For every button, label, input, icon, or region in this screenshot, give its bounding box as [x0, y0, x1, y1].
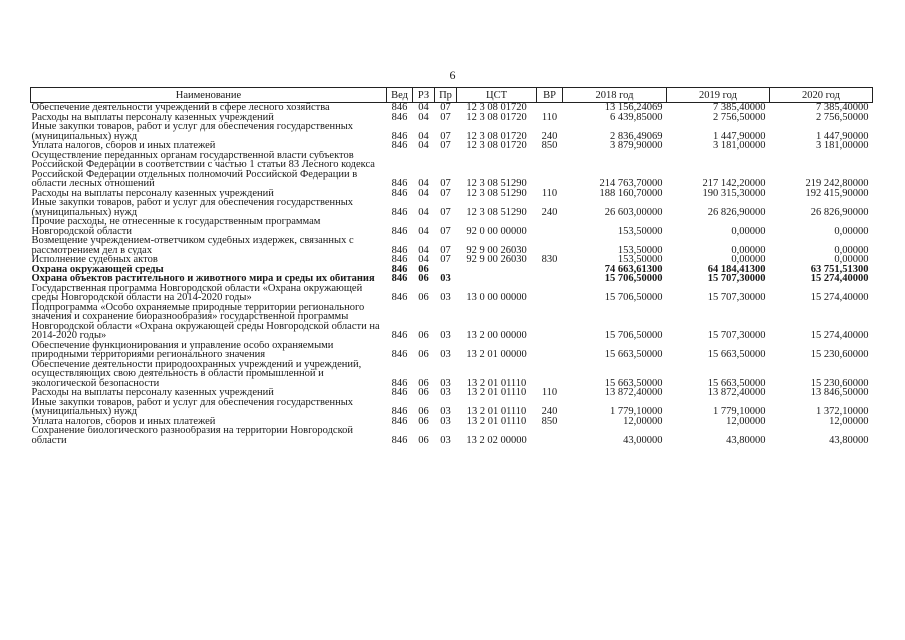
- header-2020: 2020 год: [770, 88, 873, 103]
- amount-2020: 15 274,40000: [810, 292, 869, 303]
- rz-cell: 04: [418, 206, 429, 217]
- pr-cell: 07: [440, 112, 451, 122]
- ved-cell: 846: [391, 206, 408, 217]
- vr-cell: [537, 360, 563, 389]
- pr-cell: 03: [440, 274, 451, 284]
- ved-cell: 846: [391, 112, 408, 122]
- amount-2020: 15 230,60000: [810, 349, 869, 360]
- header-pr: Пр: [435, 88, 457, 103]
- amount-2018: 153,50000: [617, 244, 663, 255]
- vr-cell: [537, 274, 563, 284]
- page-number: 6: [449, 68, 456, 82]
- rz-cell: 04: [418, 141, 429, 151]
- amount-2020: 7 385,40000: [816, 102, 869, 113]
- amount-2020: 219 242,80000: [805, 178, 869, 189]
- amount-2019: 0,00000: [731, 225, 766, 236]
- vr-cell: [537, 426, 563, 445]
- row-name: Обеспечение деятельности учреждений в сфере лесного хозяйства: [31, 102, 330, 113]
- rz-cell: 06: [418, 406, 429, 417]
- amount-2020: 3 181,00000: [816, 141, 869, 151]
- pr-cell: 07: [440, 130, 451, 141]
- amount-2019: 3 181,00000: [713, 141, 766, 151]
- row-name: Обеспечение функционирования и управление особо охраняемыми природными территориями регионального значения: [31, 340, 334, 360]
- vr-cell: [537, 151, 563, 189]
- cst-cell: 12 3 08 01720: [466, 102, 527, 113]
- table-row: [31, 198, 873, 217]
- amount-2019: 43,80000: [726, 434, 766, 445]
- amount-2019: 1 447,90000: [713, 130, 766, 141]
- amount-2020: 12,00000: [829, 416, 869, 426]
- row-name: Иные закупки товаров, работ и услуг для обеспечения государственных (муниципальных) нужд: [31, 397, 354, 417]
- table-row: [31, 236, 873, 255]
- vr-cell: [537, 303, 563, 341]
- table-body: [31, 103, 873, 446]
- vr-cell: 110: [541, 188, 558, 198]
- vr-cell: [537, 341, 563, 360]
- header-2019: 2019 год: [667, 88, 770, 103]
- table-row: [31, 151, 873, 189]
- row-name: Охрана окружающей среды: [31, 264, 164, 274]
- ved-cell: 846: [391, 188, 408, 198]
- cst-cell: 92 9 00 26030: [466, 244, 527, 255]
- pr-cell: 03: [440, 292, 451, 303]
- amount-2018: 12,00000: [623, 416, 663, 426]
- amount-2019: 0,00000: [731, 244, 766, 255]
- cst-cell: 12 3 08 51290: [466, 188, 527, 198]
- rz-cell: 06: [418, 416, 429, 426]
- pr-cell: 07: [440, 188, 451, 198]
- pr-cell: 03: [440, 406, 451, 417]
- vr-cell: 240: [541, 406, 558, 417]
- header-2018: 2018 год: [563, 88, 667, 103]
- table-row: [31, 284, 873, 303]
- rz-cell: 04: [418, 255, 429, 265]
- vr-cell: [537, 265, 563, 275]
- amount-2019: 26 826,90000: [707, 206, 766, 217]
- amount-2018: 153,50000: [617, 255, 663, 265]
- amount-2020: 0,00000: [834, 244, 869, 255]
- amount-2020: 2 756,50000: [816, 112, 869, 122]
- table-row: [31, 398, 873, 417]
- cst-cell: 13 2 01 00000: [466, 349, 527, 360]
- amount-2020: 1 372,10000: [816, 406, 869, 417]
- row-name: Иные закупки товаров, работ и услуг для обеспечения государственных (муниципальных) нужд: [31, 122, 354, 141]
- rz-cell: 06: [418, 264, 429, 274]
- cst-cell: 13 2 02 00000: [466, 434, 527, 445]
- vr-cell: 240: [541, 130, 558, 141]
- amount-2019: 0,00000: [731, 255, 766, 265]
- pr-cell: 03: [440, 434, 451, 445]
- pr-cell: [435, 265, 457, 275]
- cst-cell: 12 3 08 01720: [466, 141, 527, 151]
- ved-cell: 846: [391, 416, 408, 426]
- rz-cell: 06: [418, 292, 429, 303]
- rz-cell: 06: [418, 388, 429, 398]
- amount-2019: 217 142,20000: [702, 178, 766, 189]
- ved-cell: 846: [391, 349, 408, 360]
- cst-cell: 13 2 01 01110: [466, 377, 527, 388]
- pr-cell: 03: [440, 377, 451, 388]
- amount-2019: 15 663,50000: [707, 349, 766, 360]
- amount-2018: 43,00000: [623, 434, 663, 445]
- table-row: [31, 360, 873, 389]
- row-name: Уплата налогов, сборов и иных платежей: [31, 141, 216, 151]
- row-name: Уплата налогов, сборов и иных платежей: [31, 416, 216, 426]
- amount-2018: 15 663,50000: [604, 377, 663, 388]
- amount-2020: 63 751,51300: [810, 264, 869, 274]
- cst-cell: 13 0 00 00000: [466, 292, 527, 303]
- cst-cell: 12 3 08 51290: [466, 178, 527, 189]
- amount-2018: 2 836,49069: [610, 130, 663, 141]
- ved-cell: 846: [391, 102, 408, 113]
- amount-2019: 15 707,30000: [707, 274, 766, 284]
- pr-cell: 03: [440, 349, 451, 360]
- ved-cell: 846: [391, 292, 408, 303]
- amount-2019: 2 756,50000: [713, 112, 766, 122]
- pr-cell: 03: [440, 330, 451, 341]
- amount-2018: 15 706,50000: [604, 330, 663, 341]
- vr-cell: 850: [541, 416, 558, 426]
- cst-cell: 92 9 00 26030: [466, 255, 527, 265]
- cst-cell: 13 2 01 01110: [466, 406, 527, 417]
- amount-2018: 15 706,50000: [604, 292, 663, 303]
- amount-2018: 153,50000: [617, 225, 663, 236]
- rz-cell: 06: [418, 377, 429, 388]
- pr-cell: 07: [440, 206, 451, 217]
- table-row: [31, 255, 873, 265]
- table-row: [31, 189, 873, 199]
- header-rz: РЗ: [413, 88, 435, 103]
- table-row: [31, 303, 873, 341]
- pr-cell: 07: [440, 178, 451, 189]
- table-row: [31, 274, 873, 284]
- table-header-row: [31, 88, 873, 103]
- ved-cell: 846: [391, 388, 408, 398]
- row-name: Государственная программа Новгородской области «Охрана окружающей среды Новгородской области на 2014-2020 годы»: [31, 283, 363, 303]
- vr-cell: 110: [541, 112, 558, 122]
- amount-2019: 13 872,40000: [707, 388, 766, 398]
- row-name: Расходы на выплаты персоналу казенных учреждений: [31, 112, 274, 122]
- vr-cell: [537, 284, 563, 303]
- amount-2020: 15 230,60000: [810, 377, 869, 388]
- row-name: Осуществление переданных органам государственной власти субъектов Российской Федерации в соответствии с частью 1 статьи 83 Лесного кодекса Российской Федерации отдельных полномочий Российской Федерации в области лесных отношений: [31, 150, 375, 189]
- pr-cell: 03: [440, 416, 451, 426]
- amount-2019: 190 315,30000: [702, 188, 766, 198]
- ved-cell: 846: [391, 178, 408, 189]
- rz-cell: 04: [418, 112, 429, 122]
- amount-2020: 26 826,90000: [810, 206, 869, 217]
- table-row: [31, 265, 873, 275]
- table-row: [31, 113, 873, 123]
- amount-2019: 64 184,41300: [707, 264, 766, 274]
- ved-cell: 846: [391, 330, 408, 341]
- table-row: [31, 388, 873, 398]
- cst-cell: 13 2 00 00000: [466, 330, 527, 341]
- ved-cell: 846: [391, 274, 408, 284]
- header-name: Наименование: [31, 88, 387, 103]
- amount-2018: 3 879,90000: [610, 141, 663, 151]
- ved-cell: 846: [391, 225, 408, 236]
- header-vr: ВР: [537, 88, 563, 103]
- amount-2018: 1 779,10000: [610, 406, 663, 417]
- vr-cell: 240: [541, 206, 558, 217]
- amount-2018: 188 160,70000: [599, 188, 663, 198]
- cst-cell: 12 3 08 01720: [466, 112, 527, 122]
- amount-2018: 26 603,00000: [604, 206, 663, 217]
- pr-cell: 07: [440, 102, 451, 113]
- vr-cell: [537, 236, 563, 255]
- header-cst: ЦСТ: [457, 88, 537, 103]
- amount-2019: 15 707,30000: [707, 330, 766, 341]
- pr-cell: 03: [440, 388, 451, 398]
- rz-cell: 06: [418, 274, 429, 284]
- rz-cell: 06: [418, 349, 429, 360]
- amount-2019: 12,00000: [726, 416, 766, 426]
- amount-2018: 15 663,50000: [604, 349, 663, 360]
- ved-cell: 846: [391, 141, 408, 151]
- ved-cell: 846: [391, 244, 408, 255]
- vr-cell: [537, 217, 563, 236]
- ved-cell: 846: [391, 255, 408, 265]
- amount-2018: 13 872,40000: [604, 388, 663, 398]
- pr-cell: 07: [440, 225, 451, 236]
- amount-2018: 15 706,50000: [604, 274, 663, 284]
- amount-2018: 13 156,24069: [604, 102, 663, 113]
- header-ved: Вед: [387, 88, 413, 103]
- row-name: Иные закупки товаров, работ и услуг для обеспечения государственных (муниципальных) нужд: [31, 198, 354, 217]
- amount-2019: 1 779,10000: [713, 406, 766, 417]
- rz-cell: 04: [418, 244, 429, 255]
- table-row: [31, 417, 873, 427]
- cst-cell: 12 3 08 01720: [466, 130, 527, 141]
- vr-cell: [537, 103, 563, 113]
- table-row: [31, 141, 873, 151]
- cst-cell: 92 0 00 00000: [466, 225, 527, 236]
- ved-cell: 846: [391, 264, 408, 274]
- ved-cell: 846: [391, 377, 408, 388]
- row-name: Обеспечение деятельности природоохранных учреждений и учреждений, осуществляющих свою деятельность в области промышленной и экологической безопасности: [31, 359, 362, 388]
- row-name: Охрана объектов растительного и животного мира и среды их обитания: [31, 274, 375, 284]
- vr-cell: 830: [541, 255, 558, 265]
- amount-2020: 0,00000: [834, 255, 869, 265]
- amount-2020: 43,80000: [829, 434, 869, 445]
- budget-table: [30, 87, 873, 445]
- amount-2020: 15 274,40000: [810, 330, 869, 341]
- amount-2020: 15 274,40000: [810, 274, 869, 284]
- rz-cell: 04: [418, 130, 429, 141]
- rz-cell: 06: [418, 330, 429, 341]
- rz-cell: 04: [418, 188, 429, 198]
- rz-cell: 04: [418, 225, 429, 236]
- table-row: [31, 103, 873, 113]
- table-row: [31, 341, 873, 360]
- cst-cell: [457, 265, 537, 275]
- ved-cell: 846: [391, 406, 408, 417]
- row-name: Прочие расходы, не отнесенные к государственным программам Новгородской области: [31, 217, 321, 236]
- row-name: Расходы на выплаты персоналу казенных учреждений: [31, 388, 274, 398]
- rz-cell: 04: [418, 102, 429, 113]
- cst-cell: 12 3 08 51290: [466, 206, 527, 217]
- rz-cell: 06: [418, 434, 429, 445]
- table-row: [31, 426, 873, 445]
- ved-cell: 846: [391, 434, 408, 445]
- amount-2018: 214 763,70000: [599, 178, 663, 189]
- amount-2019: 15 663,50000: [707, 377, 766, 388]
- row-name: Сохранение биологического разнообразия на территории Новгородской области: [31, 426, 354, 445]
- amount-2018: 6 439,85000: [610, 112, 663, 122]
- rz-cell: 04: [418, 178, 429, 189]
- amount-2019: 15 707,30000: [707, 292, 766, 303]
- pr-cell: 07: [440, 141, 451, 151]
- amount-2020: 1 447,90000: [816, 130, 869, 141]
- ved-cell: 846: [391, 130, 408, 141]
- amount-2020: 13 846,50000: [810, 388, 869, 398]
- amount-2018: 74 663,61300: [604, 264, 663, 274]
- row-name: Подпрограмма «Особо охраняемые природные территории регионального значения и сохранение биоразнообразия» государственной программы Новгородской области «Охрана окружающей среды Новгородской области на 2014-2020 годы»: [31, 302, 380, 341]
- row-name: Возмещение учреждением-ответчиком судебных издержек, связанных с рассмотрением дел в судах: [31, 236, 354, 255]
- amount-2020: 192 415,90000: [805, 188, 869, 198]
- pr-cell: 07: [440, 244, 451, 255]
- table-row: [31, 217, 873, 236]
- table-row: [31, 122, 873, 141]
- cst-cell: 13 2 01 01110: [466, 388, 527, 398]
- row-name: Исполнение судебных актов: [31, 255, 158, 265]
- cst-cell: 13 2 01 01110: [466, 416, 527, 426]
- cst-cell: [457, 274, 537, 284]
- vr-cell: 850: [541, 141, 558, 151]
- pr-cell: 07: [440, 255, 451, 265]
- amount-2019: 7 385,40000: [713, 102, 766, 113]
- amount-2020: 0,00000: [834, 225, 869, 236]
- row-name: Расходы на выплаты персоналу казенных учреждений: [31, 188, 274, 198]
- vr-cell: 110: [541, 388, 558, 398]
